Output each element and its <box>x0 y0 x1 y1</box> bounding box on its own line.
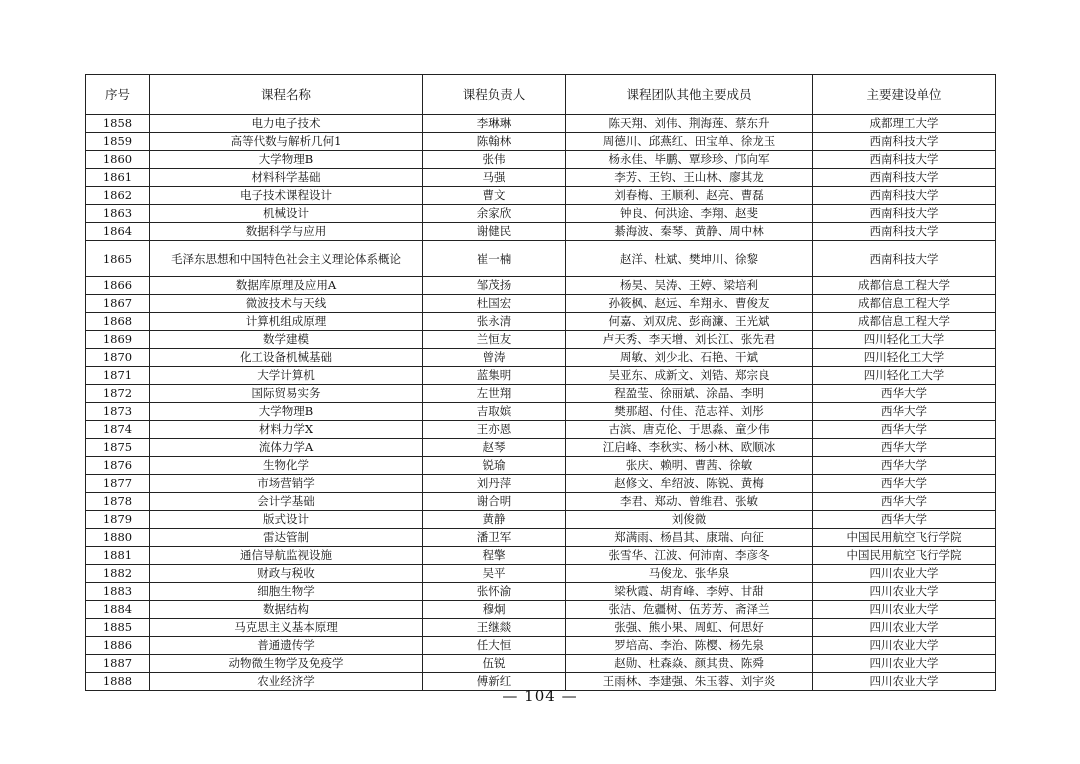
cell-team-members: 綦海波、秦琴、黄静、周中林 <box>566 223 813 241</box>
cell-course-lead: 王亦恩 <box>423 421 566 439</box>
cell-course-lead: 张伟 <box>423 151 566 169</box>
header-index: 序号 <box>86 75 150 115</box>
cell-institution: 西南科技大学 <box>813 241 996 277</box>
page-number: — 104 — <box>502 687 578 705</box>
cell-index: 1873 <box>86 403 150 421</box>
cell-course-name: 数据科学与应用 <box>150 223 423 241</box>
cell-team-members: 吴亚东、成新文、刘锆、郑宗良 <box>566 367 813 385</box>
cell-team-members: 李芳、王钧、王山林、廖其龙 <box>566 169 813 187</box>
cell-institution: 四川农业大学 <box>813 619 996 637</box>
cell-index: 1887 <box>86 655 150 673</box>
cell-institution: 西南科技大学 <box>813 187 996 205</box>
cell-course-name: 会计学基础 <box>150 493 423 511</box>
cell-team-members: 赵修文、牟绍波、陈锐、黄梅 <box>566 475 813 493</box>
cell-team-members: 张洁、危疆树、伍芳芳、斋泽兰 <box>566 601 813 619</box>
cell-team-members: 陈天翔、刘伟、荆海莲、蔡东升 <box>566 115 813 133</box>
cell-team-members: 江启峰、李秋实、杨小林、欧顺冰 <box>566 439 813 457</box>
cell-team-members: 樊那超、付佳、范志祥、刘彤 <box>566 403 813 421</box>
cell-course-lead: 左世翔 <box>423 385 566 403</box>
cell-course-name: 动物微生物学及免疫学 <box>150 655 423 673</box>
cell-course-name: 数学建模 <box>150 331 423 349</box>
cell-course-name: 版式设计 <box>150 511 423 529</box>
cell-course-name: 微波技术与天线 <box>150 295 423 313</box>
table-header-row <box>86 75 996 115</box>
cell-institution: 四川农业大学 <box>813 565 996 583</box>
table-row <box>86 385 996 403</box>
cell-index: 1868 <box>86 313 150 331</box>
cell-team-members: 钟良、何洪途、李翔、赵斐 <box>566 205 813 223</box>
cell-course-name: 马克思主义基本原理 <box>150 619 423 637</box>
header-course-lead: 课程负责人 <box>423 75 566 115</box>
cell-institution: 成都信息工程大学 <box>813 277 996 295</box>
cell-team-members: 周敏、刘少北、石艳、干斌 <box>566 349 813 367</box>
cell-course-lead: 陈翰林 <box>423 133 566 151</box>
cell-team-members: 孙筱枫、赵远、牟翔永、曹俊友 <box>566 295 813 313</box>
cell-institution: 四川农业大学 <box>813 601 996 619</box>
cell-team-members: 杨昊、吴涛、王婷、梁培利 <box>566 277 813 295</box>
cell-index: 1875 <box>86 439 150 457</box>
cell-team-members: 刘俊微 <box>566 511 813 529</box>
cell-course-lead: 潘卫军 <box>423 529 566 547</box>
cell-institution: 四川轻化工大学 <box>813 331 996 349</box>
cell-team-members: 梁秋霞、胡育峰、李婷、甘甜 <box>566 583 813 601</box>
table-row <box>86 187 996 205</box>
cell-index: 1872 <box>86 385 150 403</box>
cell-course-lead: 任大恒 <box>423 637 566 655</box>
cell-team-members: 张雪华、江波、何沛南、李彦冬 <box>566 547 813 565</box>
table-row <box>86 565 996 583</box>
cell-index: 1877 <box>86 475 150 493</box>
cell-course-lead: 曾涛 <box>423 349 566 367</box>
header-team-members: 课程团队其他主要成员 <box>566 75 813 115</box>
cell-course-name: 国际贸易实务 <box>150 385 423 403</box>
cell-course-lead: 张怀渝 <box>423 583 566 601</box>
cell-institution: 西华大学 <box>813 403 996 421</box>
cell-course-name: 生物化学 <box>150 457 423 475</box>
cell-institution: 成都理工大学 <box>813 115 996 133</box>
cell-institution: 西华大学 <box>813 493 996 511</box>
table-row <box>86 529 996 547</box>
cell-course-lead: 程擎 <box>423 547 566 565</box>
cell-course-lead: 吴平 <box>423 565 566 583</box>
cell-course-lead: 兰恒友 <box>423 331 566 349</box>
cell-team-members: 李君、郑动、曾维君、张敏 <box>566 493 813 511</box>
cell-course-lead: 谢健民 <box>423 223 566 241</box>
cell-course-lead: 傅新红 <box>423 673 566 691</box>
cell-institution: 西南科技大学 <box>813 133 996 151</box>
table-row <box>86 655 996 673</box>
cell-index: 1883 <box>86 583 150 601</box>
cell-course-lead: 李琳琳 <box>423 115 566 133</box>
cell-course-name: 计算机组成原理 <box>150 313 423 331</box>
table-row <box>86 115 996 133</box>
cell-team-members: 古滨、唐克伦、于思淼、童少伟 <box>566 421 813 439</box>
table-row <box>86 457 996 475</box>
table-row <box>86 313 996 331</box>
cell-index: 1885 <box>86 619 150 637</box>
cell-course-lead: 刘丹萍 <box>423 475 566 493</box>
table-row <box>86 367 996 385</box>
cell-course-name: 数据库原理及应用A <box>150 277 423 295</box>
cell-index: 1881 <box>86 547 150 565</box>
cell-team-members: 程盈莹、徐丽斌、涂晶、李明 <box>566 385 813 403</box>
cell-institution: 西南科技大学 <box>813 151 996 169</box>
cell-team-members: 王雨林、李建强、朱玉蓉、刘宇炎 <box>566 673 813 691</box>
cell-institution: 成都信息工程大学 <box>813 295 996 313</box>
table-row <box>86 637 996 655</box>
cell-index: 1865 <box>86 241 150 277</box>
cell-team-members: 张强、熊小果、周虹、何思好 <box>566 619 813 637</box>
cell-course-name: 通信导航监视设施 <box>150 547 423 565</box>
cell-course-lead: 谢合明 <box>423 493 566 511</box>
cell-course-name: 雷达管制 <box>150 529 423 547</box>
table-row <box>86 475 996 493</box>
cell-index: 1869 <box>86 331 150 349</box>
table-row <box>86 421 996 439</box>
cell-institution: 西南科技大学 <box>813 169 996 187</box>
cell-institution: 四川轻化工大学 <box>813 349 996 367</box>
cell-index: 1874 <box>86 421 150 439</box>
cell-course-lead: 余家欣 <box>423 205 566 223</box>
cell-course-lead: 锐瑜 <box>423 457 566 475</box>
cell-course-name: 大学物理B <box>150 151 423 169</box>
cell-institution: 西南科技大学 <box>813 205 996 223</box>
cell-index: 1871 <box>86 367 150 385</box>
cell-index: 1886 <box>86 637 150 655</box>
cell-team-members: 马俊龙、张华泉 <box>566 565 813 583</box>
cell-course-lead: 赵琴 <box>423 439 566 457</box>
table-row <box>86 583 996 601</box>
table-row <box>86 619 996 637</box>
table-row <box>86 223 996 241</box>
cell-course-name: 普通遗传学 <box>150 637 423 655</box>
table-row <box>86 241 996 277</box>
cell-course-lead: 吉取嫔 <box>423 403 566 421</box>
cell-index: 1858 <box>86 115 150 133</box>
table-row <box>86 151 996 169</box>
cell-course-name: 市场营销学 <box>150 475 423 493</box>
table-row <box>86 169 996 187</box>
cell-index: 1878 <box>86 493 150 511</box>
cell-index: 1880 <box>86 529 150 547</box>
cell-index: 1864 <box>86 223 150 241</box>
cell-team-members: 赵勋、杜森焱、颜其贵、陈舜 <box>566 655 813 673</box>
cell-institution: 西华大学 <box>813 421 996 439</box>
cell-course-name: 大学物理B <box>150 403 423 421</box>
table-row <box>86 403 996 421</box>
cell-course-lead: 曹文 <box>423 187 566 205</box>
cell-index: 1863 <box>86 205 150 223</box>
cell-team-members: 罗培高、李治、陈樱、杨先泉 <box>566 637 813 655</box>
table-row <box>86 349 996 367</box>
cell-course-lead: 黄静 <box>423 511 566 529</box>
cell-course-lead: 崔一楠 <box>423 241 566 277</box>
cell-course-name: 电力电子技术 <box>150 115 423 133</box>
cell-institution: 西华大学 <box>813 457 996 475</box>
cell-team-members: 张庆、赖明、曹茜、徐敏 <box>566 457 813 475</box>
table-row <box>86 547 996 565</box>
cell-team-members: 杨永佳、毕鹏、覃珍珍、邝向军 <box>566 151 813 169</box>
cell-index: 1876 <box>86 457 150 475</box>
cell-course-lead: 穆炯 <box>423 601 566 619</box>
cell-course-name: 数据结构 <box>150 601 423 619</box>
header-institution: 主要建设单位 <box>813 75 996 115</box>
cell-institution: 西华大学 <box>813 475 996 493</box>
cell-institution: 西华大学 <box>813 385 996 403</box>
cell-institution: 四川农业大学 <box>813 673 996 691</box>
cell-course-lead: 张永清 <box>423 313 566 331</box>
cell-course-name: 毛泽东思想和中国特色社会主义理论体系概论 <box>150 241 423 277</box>
table-row <box>86 277 996 295</box>
cell-institution: 四川农业大学 <box>813 583 996 601</box>
cell-course-name: 化工设备机械基础 <box>150 349 423 367</box>
cell-institution: 西华大学 <box>813 439 996 457</box>
cell-index: 1867 <box>86 295 150 313</box>
cell-team-members: 赵洋、杜斌、樊坤川、徐黎 <box>566 241 813 277</box>
cell-index: 1860 <box>86 151 150 169</box>
cell-course-lead: 杜国宏 <box>423 295 566 313</box>
cell-index: 1862 <box>86 187 150 205</box>
cell-institution: 中国民用航空飞行学院 <box>813 547 996 565</box>
table-body <box>86 115 996 691</box>
cell-course-name: 机械设计 <box>150 205 423 223</box>
cell-team-members: 刘春梅、王顺利、赵亮、曹磊 <box>566 187 813 205</box>
cell-index: 1866 <box>86 277 150 295</box>
cell-index: 1870 <box>86 349 150 367</box>
cell-course-name: 材料力学X <box>150 421 423 439</box>
cell-course-name: 农业经济学 <box>150 673 423 691</box>
cell-course-lead: 蓝集明 <box>423 367 566 385</box>
table-row <box>86 493 996 511</box>
cell-institution: 四川轻化工大学 <box>813 367 996 385</box>
cell-institution: 中国民用航空飞行学院 <box>813 529 996 547</box>
cell-index: 1879 <box>86 511 150 529</box>
cell-institution: 成都信息工程大学 <box>813 313 996 331</box>
cell-course-name: 大学计算机 <box>150 367 423 385</box>
table-row <box>86 601 996 619</box>
cell-course-lead: 马强 <box>423 169 566 187</box>
cell-institution: 四川农业大学 <box>813 637 996 655</box>
table-row <box>86 331 996 349</box>
table-row <box>86 133 996 151</box>
cell-team-members: 卢天秀、李天增、刘长江、张先君 <box>566 331 813 349</box>
cell-course-name: 材料科学基础 <box>150 169 423 187</box>
course-table <box>85 74 996 691</box>
cell-team-members: 郑满雨、杨昌其、康瑞、向征 <box>566 529 813 547</box>
cell-course-lead: 邹茂扬 <box>423 277 566 295</box>
cell-course-name: 细胞生物学 <box>150 583 423 601</box>
cell-team-members: 何嘉、刘双虎、彭商濂、王光斌 <box>566 313 813 331</box>
table-row <box>86 205 996 223</box>
cell-course-name: 电子技术课程设计 <box>150 187 423 205</box>
cell-institution: 西南科技大学 <box>813 223 996 241</box>
cell-course-lead: 王继燚 <box>423 619 566 637</box>
cell-index: 1884 <box>86 601 150 619</box>
cell-course-name: 流体力学A <box>150 439 423 457</box>
cell-index: 1861 <box>86 169 150 187</box>
cell-index: 1859 <box>86 133 150 151</box>
cell-team-members: 周德川、邱燕红、田宝单、徐龙玉 <box>566 133 813 151</box>
cell-index: 1888 <box>86 673 150 691</box>
table-row <box>86 295 996 313</box>
table-row <box>86 439 996 457</box>
cell-course-lead: 伍锐 <box>423 655 566 673</box>
cell-index: 1882 <box>86 565 150 583</box>
header-course-name: 课程名称 <box>150 75 423 115</box>
cell-course-name: 高等代数与解析几何1 <box>150 133 423 151</box>
cell-course-name: 财政与税收 <box>150 565 423 583</box>
cell-institution: 四川农业大学 <box>813 655 996 673</box>
table-row <box>86 511 996 529</box>
cell-institution: 西华大学 <box>813 511 996 529</box>
